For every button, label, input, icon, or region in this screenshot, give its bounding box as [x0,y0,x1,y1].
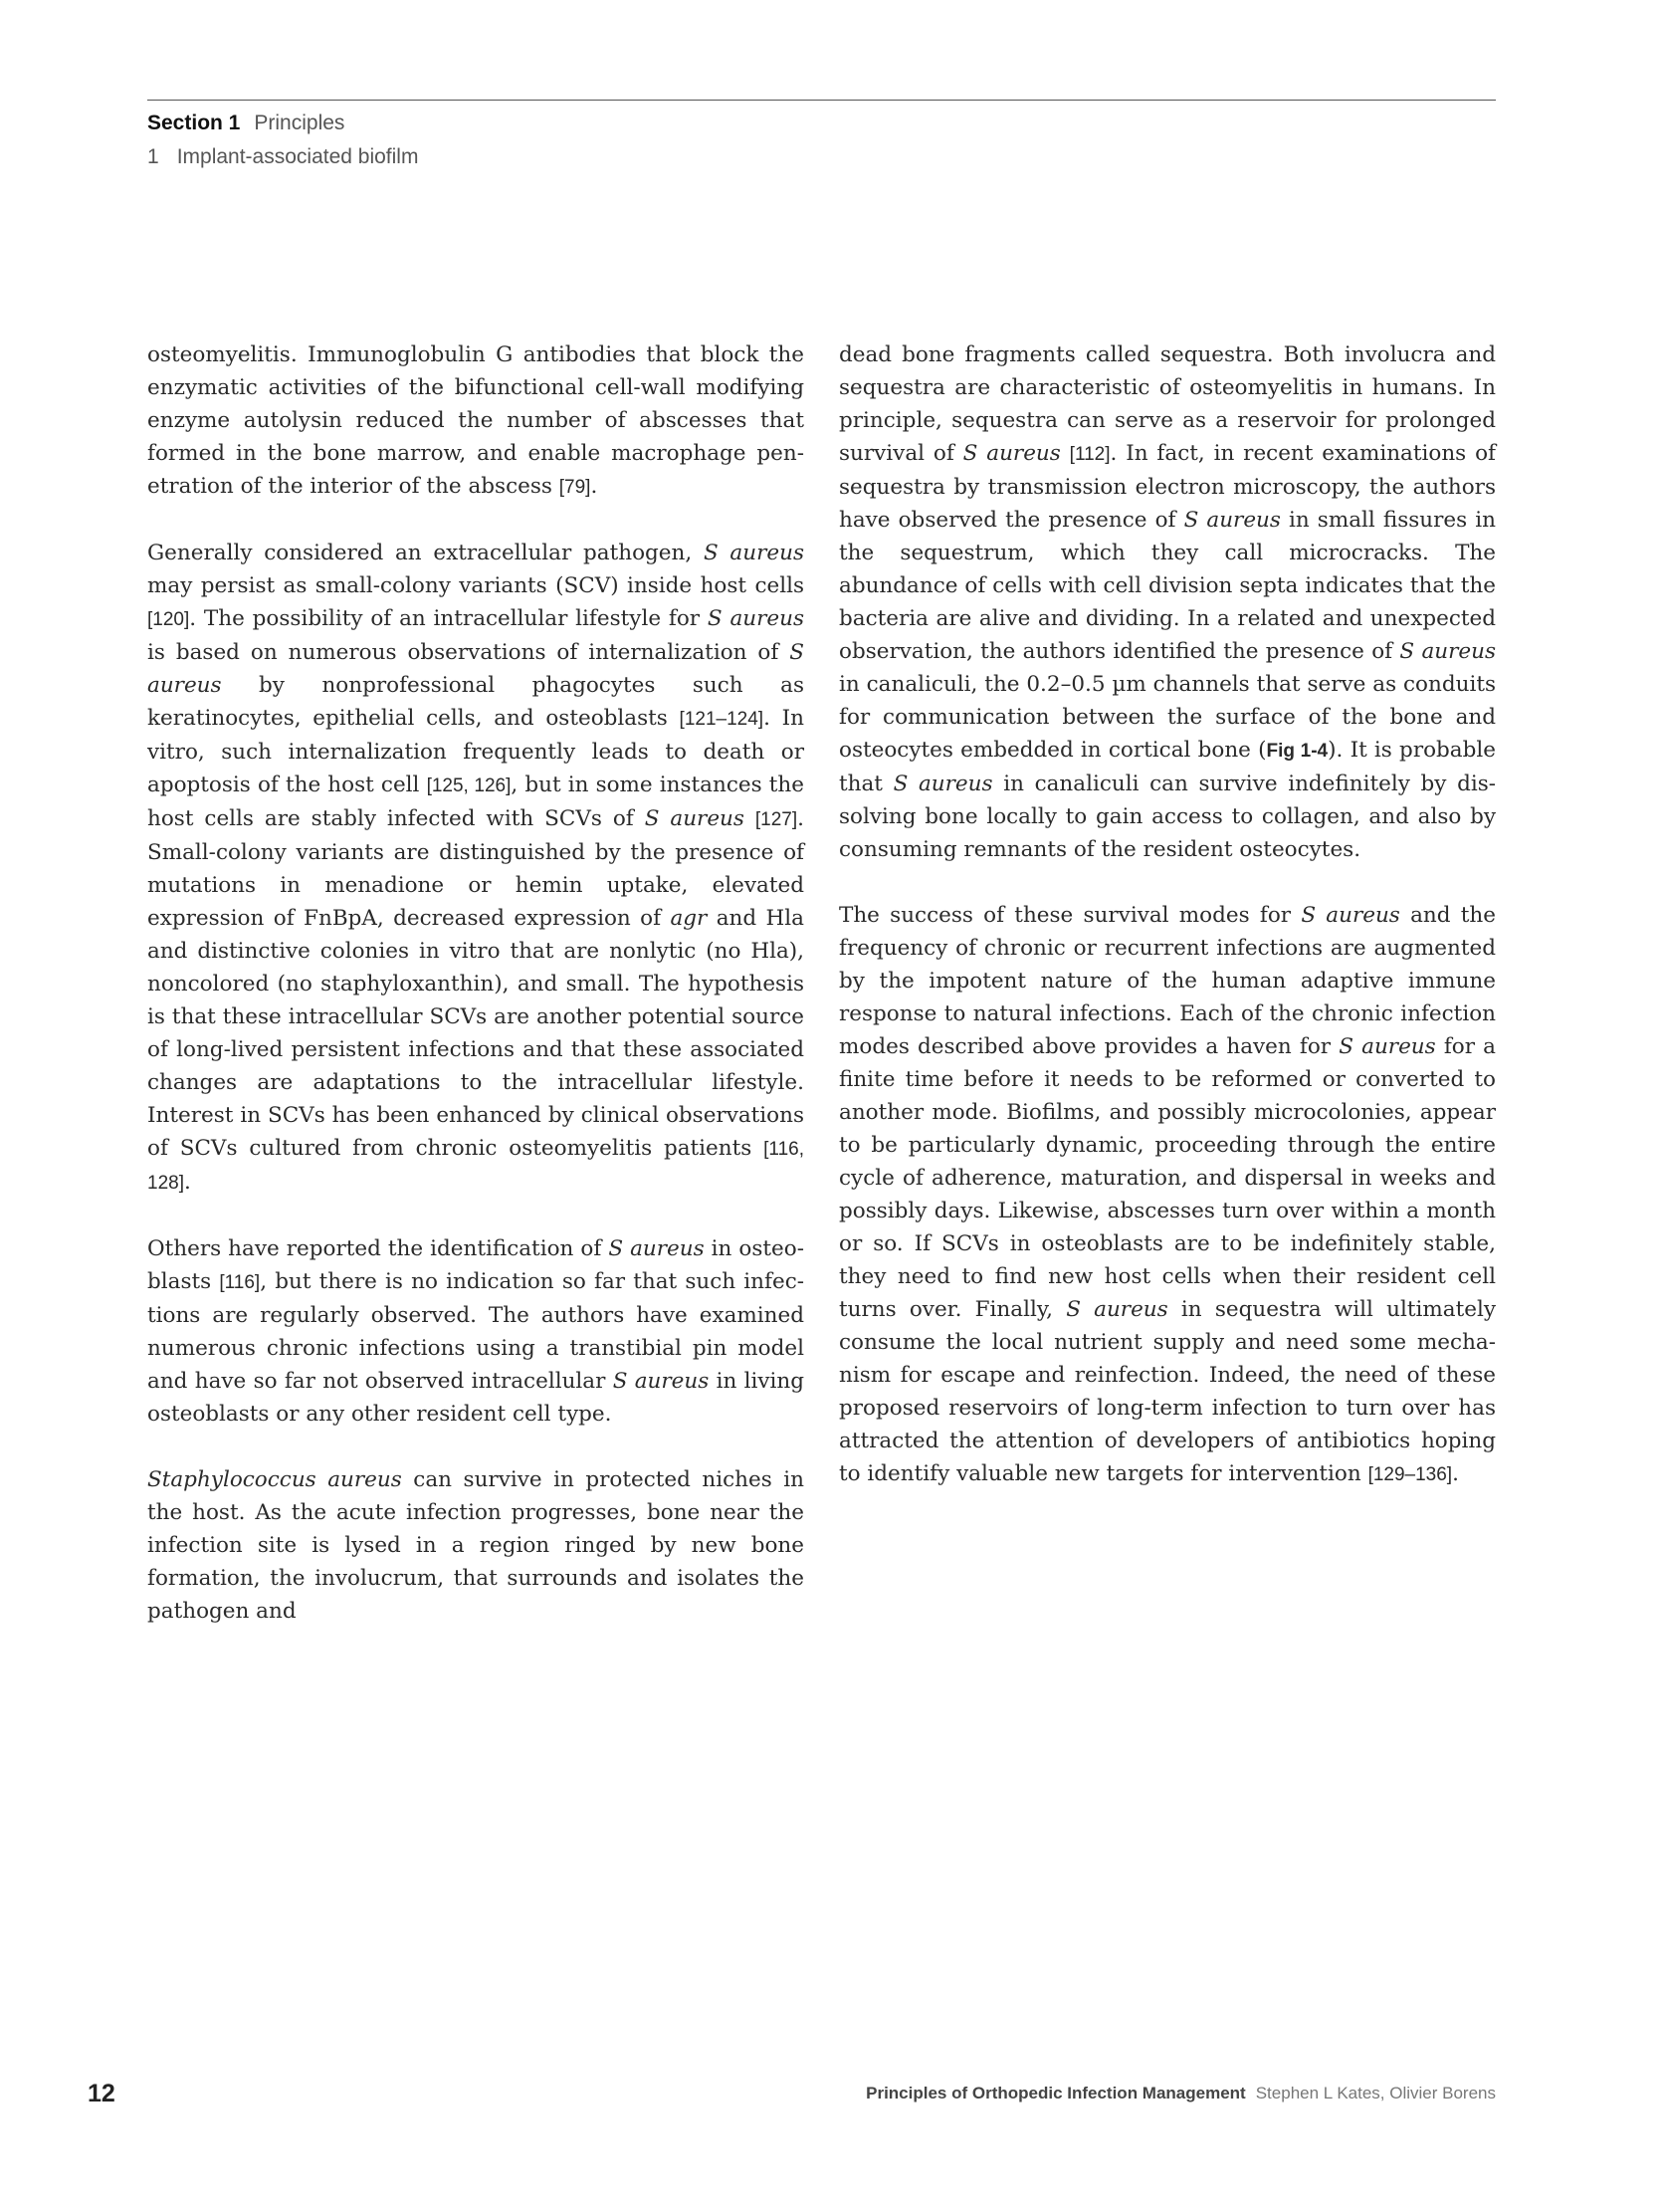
text-run: is based on numerous observations of internalization of [147,640,790,665]
italic-term: Staphylococcus aureus [147,1467,402,1492]
paragraph [839,338,1496,866]
italic-term: agr [670,906,708,931]
text-run: in canaliculi, the 0.2–0.5 µm channels that serve as conduits for communication between the surface of the bone and osteocytes embedded in cortical bone ( [839,672,1496,763]
italic-term: S aureus [1399,639,1496,664]
citation-ref: [79] [558,477,591,498]
book-title: Principles of Orthopedic Infection Management [866,2084,1246,2102]
citation-ref: [127] [754,809,798,830]
paragraph [147,537,804,1200]
text-run: The success of these survival modes for [839,903,1302,928]
book-authors: Stephen L Kates, Olivier Borens [1255,2084,1496,2102]
text-run: in living osteoblasts or any other resident cell type. [147,1369,804,1427]
citation-ref: [121–124] [679,709,764,730]
text-run: for a finite time before it needs to be reformed or converted to another mode. Biofilms, and possibly microcolonies, appear to be particularly dynamic, proceeding through the entire cycle of adherence, maturation, and dispersal in weeks and possibly days. Likewise, abscesses turn over within a month or so. If SCVs in osteoblasts are to be indefinitely stable, they need to find new host cells when their resident cell turns over. Finally, [839,1034,1496,1322]
text-run: by nonprofessional phagocytes such as keratinocytes, epithelial cells, and osteoblasts [147,673,804,731]
text-run: in osteoblasts [147,1236,804,1294]
italic-term: S aureus [1301,903,1400,928]
page-number: 12 [88,2080,115,2107]
citation-ref: [125, 126] [426,775,512,796]
text-run: . [590,474,598,499]
paragraph [147,1232,804,1431]
section-name: Principles [254,111,345,134]
italic-term: S aureus [612,1369,710,1394]
italic-term: S aureus [1183,508,1281,533]
citation-ref: [120] [147,609,190,630]
left-column [147,338,804,1660]
text-run: and the frequency of chronic or recurrent infections are augmented by the impotent nature of the human adaptive immune response to natural infections. Each of the chronic infection modes described above provides a haven for [839,903,1496,1059]
text-run: Others have reported the identification of [147,1236,609,1261]
text-run: can survive in protected niches in the host. As the acute infection progresses, bone near the infection site is lysed in a region ringed by new bone formation, the involucrum, that surrounds and isolates the pathogen and [147,1467,804,1624]
italic-term: S aureus [962,441,1061,466]
header-rule [147,100,1496,101]
citation-ref: [116] [219,1272,261,1293]
chapter-title: Implant-associated biofilm [176,145,419,168]
text-run: may persist as small-colony variants (SCV) inside host cells [147,573,804,598]
text-run: and Hla and distinctive colonies in vitro that are nonlytic (no Hla), noncolored (no staphyloxanthin), and small. The hypothesis is that these intracellular SCVs are another potential source of long-lived persistent infections and that these associated changes are adaptations to the intracellular lifestyle. Interest in SCVs has been enhanced by clinical observations of SCVs cultured from chronic osteomyelitis patients [147,906,805,1161]
text-run: Generally considered an extracellular pathogen, [147,541,704,565]
italic-term: S aureus [703,541,804,565]
running-header-chapter [147,143,418,171]
italic-term: S aureus [893,772,993,796]
italic-term: S aureus [1339,1034,1436,1059]
text-run: . [183,1170,191,1195]
text-run [744,806,755,831]
right-column [839,338,1496,1524]
text-run: osteomyelitis. Immunoglobulin G antibodies that block the enzymatic activities of the bifunctional cell-wall modifying enzyme autolysin reduced the number of abscesses that formed in the bone marrow, and enable macrophage penetration of the interior of the abscess [147,342,804,499]
running-header-section [147,110,344,137]
text-run: . The possibility of an intracellular lifestyle for [189,606,708,631]
section-label: Section 1 [147,111,241,134]
figure-ref[interactable]: Fig 1-4 [1266,741,1329,762]
text-run [1061,441,1070,466]
chapter-number: 1 [147,145,159,168]
paragraph [147,1463,804,1628]
text-run: in canaliculi can survive indefinitely by dissolving bone locally to gain access to collagen, and also by consuming remnants of the resident osteocytes. [839,772,1497,862]
text-run: , but in some instances the host cells are stably infected with SCVs of [147,773,804,831]
citation-ref: [116, 128] [147,1139,804,1194]
text-run: in small fissures in the sequestrum, which they call microcracks. The abundance of cells with cell division septa indicates that the bacteria are alive and dividing. In a related and unexpected observation, the authors identified the presence of [839,508,1496,664]
italic-term: S aureus [1066,1297,1168,1322]
text-run: in sequestra will ultimately consume the local nutrient supply and need some mechanism for escape and reinfection. Indeed, the need of these proposed reservoirs of long-term infection to turn over has attracted the attention of developers of antibiotics hoping to identify valuable new targets for intervention [839,1297,1496,1486]
running-footer [866,2084,1496,2103]
text-run: , but there is no indication so far that such infections are regularly observed. The authors have examined numerous chronic infections using a transtibial pin model and have so far not observed intracellular [147,1269,805,1394]
text-run: . In fact, in recent examinations of sequestra by transmission electron microscopy, the authors have observed the presence of [839,441,1496,533]
text-run: . Small-colony variants are distinguished by the presence of mutations in menadione or hemin uptake, elevated expression of FnBpA, decreased expression of [147,806,804,931]
text-run: . [1452,1461,1459,1486]
paragraph [147,338,804,504]
text-run: . In vitro, such internalization frequently leads to death or apoptosis of the host cell [147,706,804,797]
text-run: ). It is probable that [839,738,1496,796]
paragraph [839,899,1496,1491]
citation-ref: [112] [1069,444,1111,465]
italic-term: S aureus [147,640,804,698]
italic-term: S aureus [707,606,804,631]
citation-ref: [129–136] [1367,1464,1453,1485]
italic-term: S aureus [608,1236,705,1261]
text-run: dead bone fragments called sequestra. Both involucra and sequestra are characteristic of osteomyelitis in humans. In principle, sequestra can serve as a reservoir for prolonged survival of [839,342,1496,466]
italic-term: S aureus [644,806,744,831]
